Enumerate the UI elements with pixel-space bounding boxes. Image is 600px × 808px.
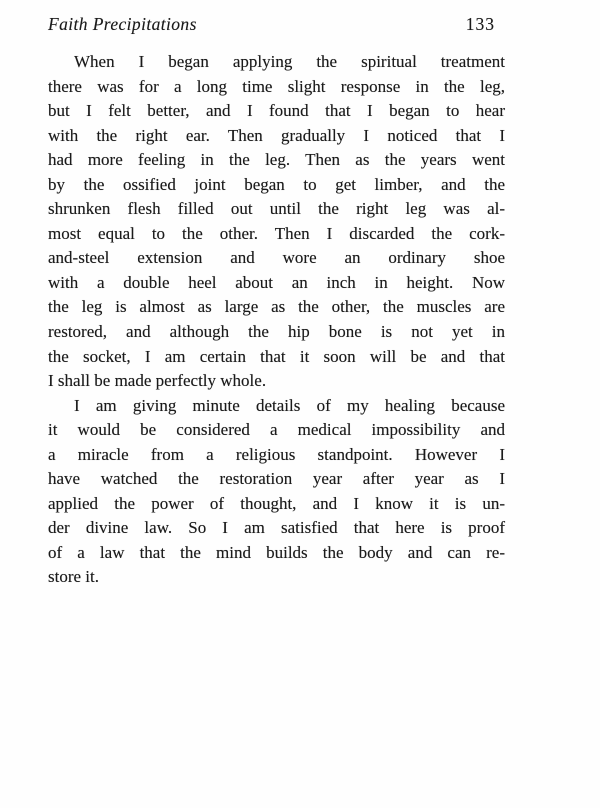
text-line: applied the power of thought, and I know it is un- — [48, 493, 505, 513]
text-line: have watched the restoration year after year as I — [48, 469, 505, 489]
page-number: 133 — [465, 14, 495, 34]
text-line: I am giving minute details of my healing because — [74, 395, 505, 415]
text-line: most equal to the other. Then I discarded the cork- — [48, 223, 505, 243]
running-header — [48, 14, 505, 35]
text-line: the socket, I am certain that it soon will be and that — [48, 346, 505, 366]
text-line: with the right ear. Then gradually I noticed that I — [48, 125, 505, 145]
text-line: store it. — [48, 567, 99, 587]
text-line: shrunken flesh filled out until the right leg was al- — [48, 199, 505, 219]
text-line: the leg is almost as large as the other, the muscles are — [48, 297, 505, 317]
chapter-title: Faith Precipitations — [48, 14, 197, 34]
text-line: restored, and although the hip bone is not yet in — [48, 322, 505, 342]
text-line: a miracle from a religious standpoint. However I — [48, 444, 505, 464]
text-line: of a law that the mind builds the body and can re- — [48, 542, 505, 562]
text-line: I shall be made perfectly whole. — [48, 371, 267, 391]
text-line: but I felt better, and I found that I began to hear — [48, 101, 505, 121]
text-line: with a double heel about an inch in height. Now — [48, 272, 505, 292]
text-line: der divine law. So I am satisfied that here is proof — [48, 518, 505, 538]
text-line: had more feeling in the leg. Then as the years went — [48, 150, 505, 170]
text-line: and-steel extension and wore an ordinary shoe — [48, 248, 505, 268]
text-line: by the ossified joint began to get limber, and the — [48, 174, 505, 194]
text-line: When I began applying the spiritual treatment — [74, 52, 505, 71]
body-text — [48, 50, 505, 590]
text-line: it would be considered a medical impossibility and — [48, 420, 505, 440]
text-line: there was for a long time slight response in the leg, — [48, 76, 505, 96]
